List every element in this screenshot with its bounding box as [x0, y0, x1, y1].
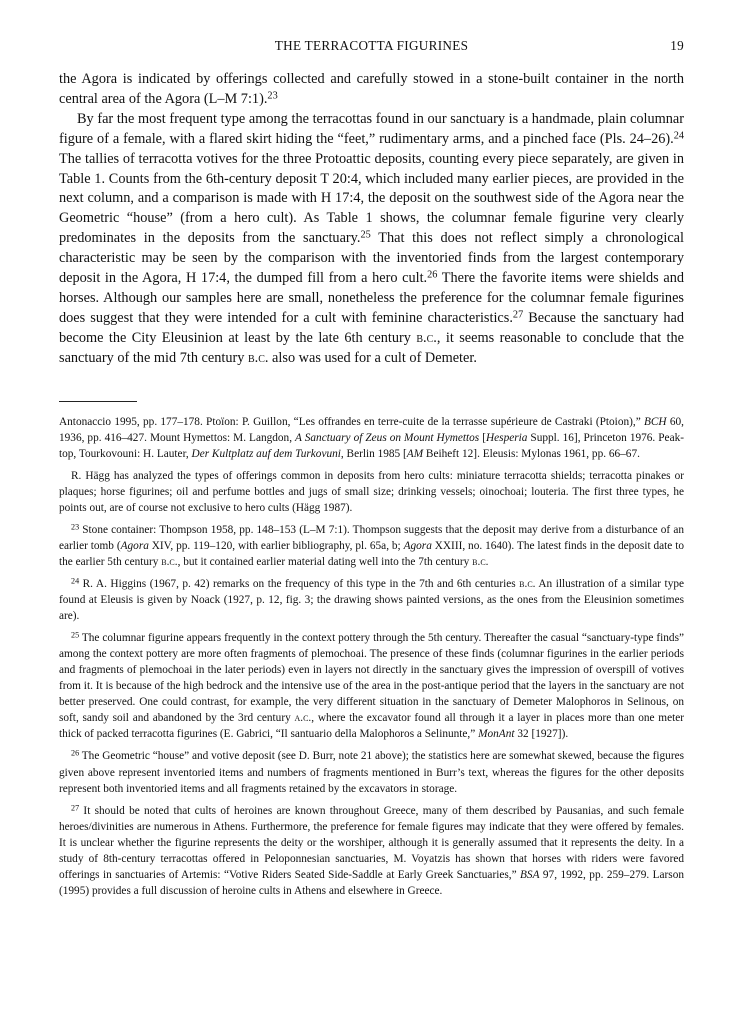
- main-text: [59, 70, 684, 369]
- text-run: XIV, pp. 119–120, with earlier bibliography, pl. 65a, b;: [148, 539, 404, 552]
- footnote-ref-24[interactable]: 24: [673, 130, 684, 142]
- footnote-ref-25[interactable]: 25: [360, 229, 371, 241]
- text-run: By far the most frequent type among the terracottas found in our sanctuary is a handmade, plain columnar figure of a female, with a flared skirt hiding the “feet,” rudimentary arms, and a pinched face (Pls. 24–26).: [59, 110, 684, 147]
- book-title: A Sanctuary of Zeus on Mount Hymettos: [295, 431, 480, 444]
- footnote-26: [59, 748, 684, 796]
- text-run: , where the excavator found all through it a layer in places more than one meter thick of packed terracotta figurines (E. Gabrici, “Il santuario della Malophoros a Selinunte,”: [59, 712, 684, 741]
- footnote-number: 26: [71, 748, 80, 758]
- series-title: Agora: [120, 539, 149, 552]
- footnote-27: [59, 803, 684, 899]
- running-title: THE TERRACOTTA FIGURINES: [274, 38, 469, 53]
- era-abbrev: b.c.: [472, 555, 489, 568]
- footnote-ref-26[interactable]: 26: [427, 269, 438, 281]
- footnote-number: 23: [71, 522, 80, 532]
- text-run: the Agora is indicated by offerings collected and carefully stowed in a stone-built container in the north central area of the Agora (L–M 7:1).: [59, 71, 684, 107]
- era-abbrev: b.c.: [416, 329, 437, 346]
- era-abbrev: b.c.: [519, 578, 536, 591]
- footnote-24: [59, 576, 684, 624]
- text-run: That this does not reflect simply a chronological characteristic may be seen by the comparison with the inventoried finds from the largest contemporary deposit in the Agora, H 17:4, the dumped fill from a hero cult.: [59, 230, 684, 287]
- text-run: Suppl. 16], Princeton 1976. Peak-top, Tourkovouni: H. Lauter,: [59, 431, 684, 460]
- text-run: Beiheft 12]. Eleusis: Mylonas 1961, pp. 66–67.: [423, 447, 640, 460]
- paragraph-1: [59, 70, 684, 110]
- era-abbrev: b.c.: [247, 349, 269, 366]
- footnote-23: [59, 522, 684, 570]
- page-number: 19: [670, 38, 684, 53]
- footnote-number: 24: [71, 576, 80, 586]
- text-run: 32 [1927]).: [514, 728, 569, 741]
- journal-title: AM: [406, 447, 424, 460]
- journal-title: BSA: [520, 868, 540, 881]
- journal-title: Hesperia: [486, 431, 528, 444]
- footnote-paragraph-hagg: R. Hägg has analyzed the types of offerings common in deposits from hero cults: miniature terracotta shields; terracotta pinakes or plaques; horse figurines; oil and perfume bottles and jugs of small size; drinking vessels; oinochoai; louteria. The first three types, he points out, are of course not exclusive to hero cults (Hägg 1987).: [59, 469, 684, 514]
- footnote-ref-27[interactable]: 27: [512, 309, 524, 321]
- footnote-continuation: [59, 414, 684, 462]
- footnote-ref-23[interactable]: 23: [267, 90, 278, 102]
- text-run: The tallies of terracotta votives for the three Protoattic deposits, counting every piece separately, are given in Table 1. Counts from the 6th-century deposit T 20:4, which included many earlier pieces, are provided in the next column, and a comparison is made with H 17:4, the deposit on the southwest side of the Agora near the Geometric “house” (from a hero cult). As Table 1 shows, the columnar female figurine very clearly predominates in the deposits from the sanctuary.: [59, 150, 684, 247]
- text-run: R. A. Higgins (1967, p. 42) remarks on the frequency of this type in the 7th and 6th centuries: [79, 578, 520, 591]
- era-abbrev: b.c.: [161, 555, 178, 568]
- text-run: also was used for a cult of Demeter.: [268, 349, 477, 366]
- footnote-number: 27: [71, 802, 80, 812]
- text-run: XXIII, no. 1640). The latest finds in the deposit date to the earlier 5th century: [59, 539, 684, 568]
- text-run: There the favorite items were shields and horses. Although our samples here are small, nonetheless the preference for the columnar female figurines does suggest that they were intended for a cult with feminine characteristics.: [59, 270, 684, 326]
- journal-title: BCH: [643, 415, 667, 428]
- text-run: It should be noted that cults of heroines are known throughout Greece, many of them described by Pausanias, and such female heroes/divinities are numerous in Athens. Furthermore, the preference for female figures may indicate that they were offered by females. It is unclear whether the figurine represents the deity or the worshiper, although it is generally assumed that it represents the deity. In a study of 8th-century terracottas offered in Peloponnesian sanctuaries, M. Voyatzis has shown that horses with riders were favored offerings in sanctuaries of Artemis: “Votive Riders Seated Side-Saddle at Early Greek Sanctuaries,”: [59, 804, 684, 881]
- text-run: The Geometric “house” and votive deposit (see D. Burr, note 21 above); the statistics here are somewhat skewed, because the figures given above represent inventoried items and numbers of fragments mentioned in Burr’s text, whereas the figures for the other deposits represent both inventoried items and all fragments retained by the excavators in storage.: [59, 750, 684, 795]
- text-run: Antonaccio 1995, pp. 177–178. Ptoïon: P. Guillon, “Les offrandes en terre-cuite de la terrasse supérieure de Castraki (Ptoion),”: [59, 415, 644, 428]
- paragraph-2: [59, 110, 684, 369]
- footnotes: [59, 414, 684, 899]
- footnote-divider: [59, 401, 137, 402]
- text-run: Because the sanctuary had become the City Eleusinion at least by the late 6th century: [59, 309, 684, 346]
- era-abbrev: a.c.: [294, 712, 312, 725]
- text-run: 97, 1992, pp. 259–279. Larson (1995) provides a full discussion of heroine cults in Athens and elsewhere in Greece.: [59, 868, 685, 897]
- text-run: The columnar figurine appears frequently in the context pottery through the 5th century. Thereafter the casual “sanctuary-type finds” among the context pottery are more often fragments of plemochoai. The presence of these finds (columnar figurines in the earlier periods and fragments of plemochoai in the later periods) even in layers not directly in the sanctuary gives the impression of overspill of votives from it. It is because of the high bedrock and the intensive use of the area in the post-antique period that the layers in the sanctuary are not better preserved. One could contrast, for example, the very different situation in the sanctuary of Demeter Malophoros in Selinous, on soft, sandy soil and abandoned by the 3rd century: [59, 632, 684, 725]
- footnote-number: 25: [71, 630, 80, 640]
- text-run: Stone container: Thompson 1958, pp. 148–153 (L–M 7:1). Thompson suggests that the deposit may derive from a disturbance of an earlier tomb (: [59, 523, 684, 552]
- journal-title: MonAnt: [478, 728, 515, 741]
- footnote-25: [59, 630, 684, 742]
- page: [59, 38, 684, 905]
- text-run: , but it contained earlier material dating well into the 7th century: [177, 555, 473, 568]
- text-run: , Berlin 1985 [: [340, 447, 407, 460]
- book-title: Der Kultplatz auf dem Turkovuni: [191, 447, 341, 460]
- series-title: Agora: [403, 539, 432, 552]
- text-run: [: [479, 431, 486, 444]
- text-run: , it seems reasonable to conclude that the sanctuary of the mid 7th century: [59, 329, 684, 366]
- text-run: 60, 1936, pp. 416–427. Mount Hymettos: M. Langdon,: [59, 415, 684, 444]
- text-run: An illustration of a similar type found at Eleusis is given by Noack (1927, p. 12, fig. 3; the drawing shows painted versions, as the ones from the Eleusinion sometimes are).: [59, 578, 685, 623]
- running-header: [59, 38, 684, 60]
